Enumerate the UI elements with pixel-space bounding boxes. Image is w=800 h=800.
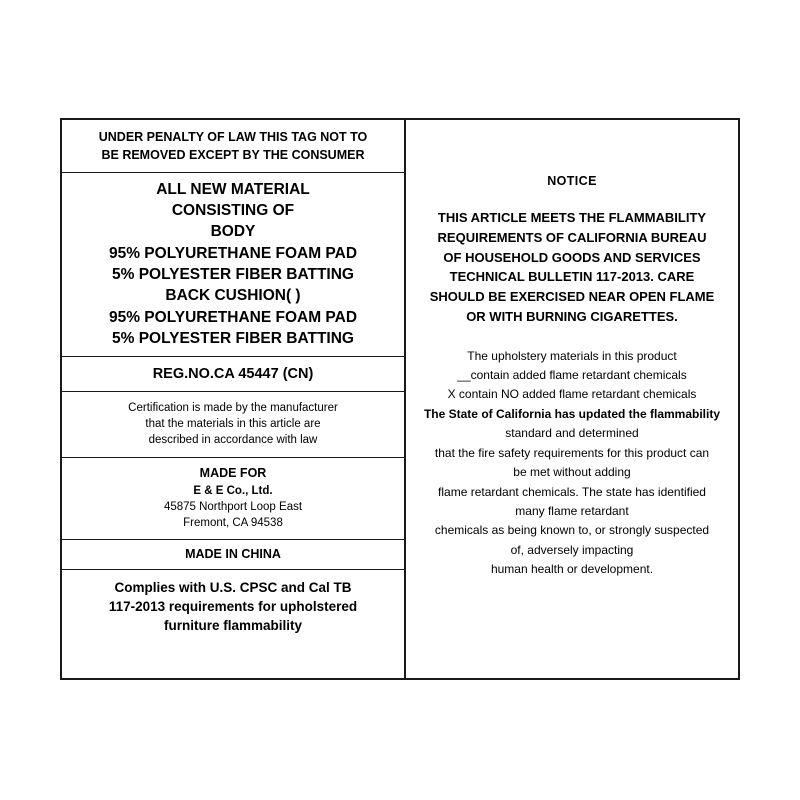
- detail-line-contains-added: __contain added flame retardant chemicals: [457, 367, 687, 382]
- detail-line-7: be met without adding: [513, 465, 631, 480]
- detail-line-6: that the fire safety requirements for this product can: [434, 445, 710, 460]
- certification-line-2: that the materials in this article are: [145, 418, 321, 431]
- label-right-column: [406, 120, 738, 678]
- made-for-city: Fremont, CA 94538: [183, 517, 283, 530]
- notice-body-line-3: OF HOUSEHOLD GOODS AND SERVICES: [443, 249, 701, 265]
- penalty-notice-cell: [62, 120, 404, 173]
- certification-line-1: Certification is made by the manufacturer: [128, 401, 338, 414]
- flame-retardant-detail: [420, 347, 724, 580]
- material-line-6: BACK CUSHION( ): [165, 287, 301, 305]
- material-line-2: CONSISTING OF: [171, 201, 295, 219]
- country-of-origin-cell: MADE IN CHINA: [62, 540, 404, 571]
- notice-body-line-2: REQUIREMENTS OF CALIFORNIA BUREAU: [437, 229, 707, 245]
- material-line-7: 95% POLYURETHANE FOAM PAD: [108, 308, 358, 326]
- flammability-law-label: [60, 118, 740, 680]
- notice-body-line-4: TECHNICAL BULLETIN 117-2013. CARE: [449, 269, 695, 285]
- certification-statement-cell: [62, 392, 404, 458]
- compliance-statement-cell: [62, 570, 404, 645]
- label-left-column: [62, 120, 406, 678]
- compliance-line-3: furniture flammability: [163, 618, 303, 634]
- notice-body: [420, 208, 724, 327]
- material-line-4: 95% POLYURETHANE FOAM PAD: [108, 244, 358, 262]
- made-for-cell: [62, 458, 404, 540]
- compliance-line-1: Complies with U.S. CPSC and Cal TB: [114, 580, 352, 596]
- made-for-street: 45875 Northport Loop East: [163, 500, 303, 513]
- detail-line-12: human health or development.: [490, 562, 654, 577]
- detail-line-9: many flame retardant: [515, 504, 629, 518]
- certification-line-3: described in accordance with law: [148, 434, 318, 447]
- detail-line-10: chemicals as being known to, or strongly suspected: [434, 523, 710, 538]
- notice-body-line-1: THIS ARTICLE MEETS THE FLAMMABILITY: [437, 210, 707, 225]
- compliance-line-2: 117-2013 requirements for upholstered: [108, 599, 358, 615]
- penalty-notice-line-1: UNDER PENALTY OF LAW THIS TAG NOT TO: [98, 130, 368, 144]
- penalty-notice-line-2: BE REMOVED EXCEPT BY THE CONSUMER: [101, 147, 365, 162]
- registration-number-cell: REG.NO.CA 45447 (CN): [62, 357, 404, 392]
- detail-line-8: flame retardant chemicals. The state has identified: [438, 484, 706, 499]
- notice-body-line-5: SHOULD BE EXERCISED NEAR OPEN FLAME: [429, 289, 715, 304]
- detail-line-11: of, adversely impacting: [510, 542, 634, 557]
- made-for-company: E & E Co., Ltd.: [193, 484, 273, 497]
- made-for-heading: MADE FOR: [199, 465, 267, 480]
- material-content-cell: [62, 173, 404, 357]
- notice-title: NOTICE: [547, 174, 597, 188]
- detail-line-1: The upholstery materials in this product: [467, 348, 677, 363]
- material-line-8: 5% POLYESTER FIBER BATTING: [111, 330, 354, 348]
- material-line-3: BODY: [210, 223, 256, 241]
- material-line-1: ALL NEW MATERIAL: [156, 180, 310, 198]
- detail-line-4: The State of California has updated the flammability: [423, 406, 721, 421]
- notice-body-line-6: OR WITH BURNING CIGARETTES.: [466, 308, 678, 324]
- detail-line-contains-no-added: X contain NO added flame retardant chemicals: [447, 387, 697, 402]
- material-line-5: 5% POLYESTER FIBER BATTING: [111, 266, 354, 283]
- detail-line-5: standard and determined: [505, 426, 639, 441]
